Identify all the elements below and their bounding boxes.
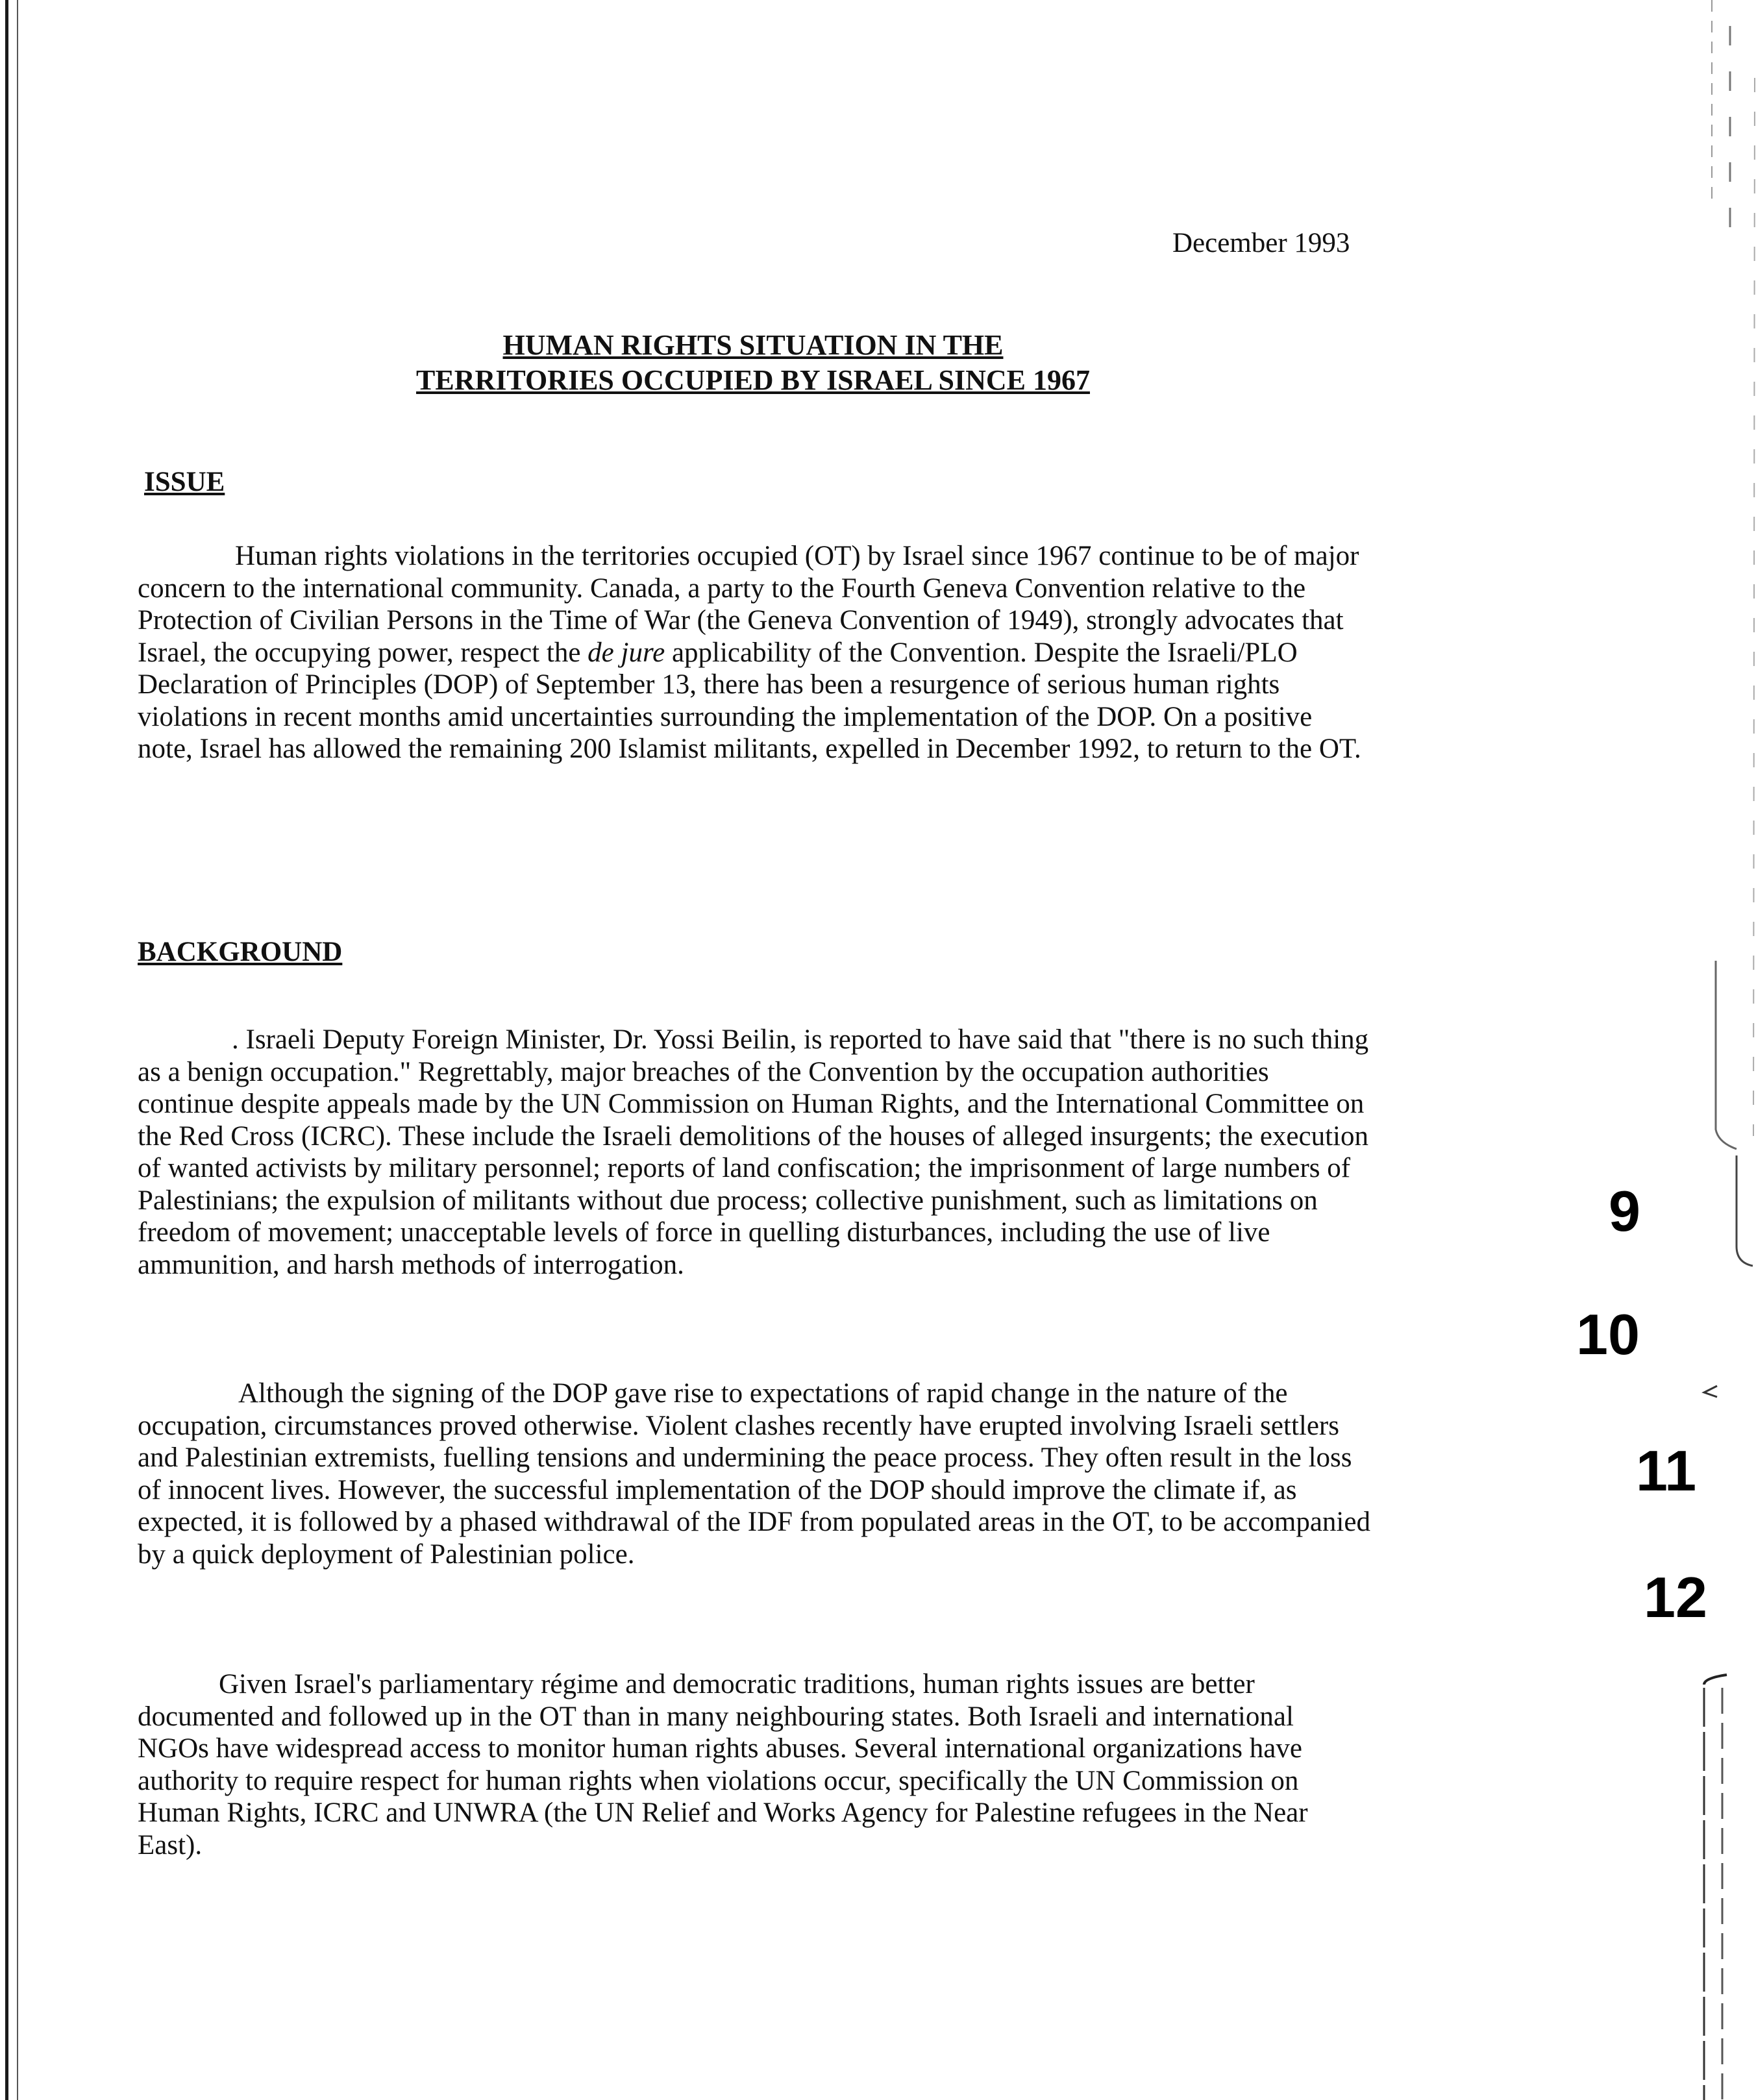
- scan-left-edge: [5, 0, 8, 2100]
- background-paragraph-3: [138, 1668, 1371, 1861]
- title-line-2: TERRITORIES OCCUPIED BY ISRAEL SINCE 1967: [416, 364, 1090, 396]
- title-line-1: HUMAN RIGHTS SITUATION IN THE: [502, 329, 1004, 361]
- scan-left-edge-line: [17, 0, 18, 2100]
- binder-tab-edge: [1639, 0, 1756, 2100]
- document-title: [364, 328, 1143, 398]
- margin-number-10: 10: [1576, 1302, 1640, 1366]
- issue-italic-term: de jure: [587, 637, 665, 668]
- background-paragraph-2: [138, 1377, 1371, 1570]
- background-text-2: Although the signing of the DOP gave rise to expectations of rapid change in the nature of the occupation, circumstances proved otherwise. Violent clashes recently have erupted involving Israeli settlers and Palestinian extremists, fuelling tensions and undermining the peace process. They often result in the loss of innocent lives. However, the successful implementation of the DOP should improve the climate if, as expected, it is followed by a phased withdrawal of the IDF from populated areas in the OT, to be accompanied by a quick deployment of Palestinian police.: [138, 1378, 1370, 1570]
- issue-text-end: applicability of the Convention. Despite the Israeli/PLO Declaration of Principles (DOP) of September 13, there has been a resurgence of serious human rights violations in recent months amid uncertainties surrounding the implementation of the DOP. On a positive note, Israel has allowed the remaining 200 Islamist militants, expelled in December 1992, to return to the OT.: [138, 637, 1361, 764]
- issue-heading: ISSUE: [144, 467, 225, 497]
- background-paragraph-1: [138, 1024, 1371, 1281]
- background-text-3: Given Israel's parliamentary régime and democratic traditions, human rights issues are better documented and followed up in the OT than in many neighbouring states. Both Israeli and international NGOs have widespread access to monitor human rights abuses. Several international organizations have authority to require respect for human rights when violations occur, specifically the UN Commission on Human Rights, ICRC and UNWRA (the UN Relief and Works Agency for Palestine refugees in the Near East).: [138, 1669, 1308, 1860]
- background-heading: BACKGROUND: [138, 937, 343, 967]
- margin-number-11: 11: [1636, 1439, 1697, 1503]
- margin-number-9: 9: [1609, 1179, 1640, 1243]
- issue-text-start: Human rights violations in the territories occupied (OT) by Israel since 1967 continue to be of major concern to the international community. Canada, a party to the Fourth Geneva Convention relative to the Protection of Civilian Persons in the Time of War (the Geneva Convention of 1949), strongly advocates that Israel, the occupying power, respect the: [138, 541, 1359, 668]
- document-date: December 1993: [1172, 228, 1350, 258]
- issue-paragraph: [138, 540, 1371, 765]
- background-text-1: . Israeli Deputy Foreign Minister, Dr. Yossi Beilin, is reported to have said that "there is no such thing as a benign occupation." Regrettably, major breaches of the Convention by the occupation authorities continue despite appeals made by the UN Commission on Human Rights, and the International Committee on the Red Cross (ICRC). These include the Israeli demolitions of the houses of alleged insurgents; the execution of wanted activists by military personnel; reports of land confiscation; the imprisonment of large numbers of Palestinians; the expulsion of militants without due process; collective punishment, such as limitations on freedom of movement; unacceptable levels of force in quelling disturbances, including the use of live ammunition, and harsh methods of interrogation.: [138, 1024, 1369, 1280]
- margin-number-12: 12: [1644, 1565, 1707, 1629]
